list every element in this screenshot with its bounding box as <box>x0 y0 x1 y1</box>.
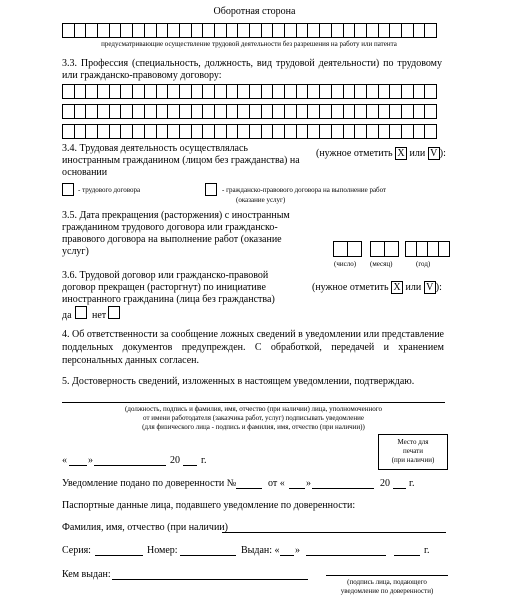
profession-row-3[interactable] <box>62 124 437 139</box>
sign-date-year-suffix: г. <box>201 455 207 466</box>
section-3-4-text: 3.4. Трудовая деятельность осуществлялась иностранным гражданином (лицом без гражданства) на основании <box>62 143 300 178</box>
issued-year-field[interactable] <box>394 555 420 556</box>
number-label: Номер: <box>147 545 178 556</box>
series-label: Серия: <box>62 545 91 556</box>
issued-month-field[interactable] <box>306 555 386 556</box>
civil-contract-checkbox[interactable] <box>205 183 217 196</box>
sign-date-year-prefix: 20 <box>170 455 180 466</box>
sign-date-day-field[interactable] <box>69 465 87 466</box>
section-3-4-mark-hint: (нужное отметить X или V ): <box>316 147 446 159</box>
mark-x-sample-2: X <box>391 281 403 294</box>
issued-label: Выдан: « <box>241 545 280 556</box>
date-month-cells[interactable] <box>370 241 399 257</box>
mark-x-sample: X <box>395 147 407 160</box>
signature-caption-3: (для физического лица - подпись и фамилия, имя, отчество (при наличии)) <box>142 423 365 431</box>
signature-caption-2: от имени работодателя (заказчика работ, услуг) подписывать уведомление <box>143 414 364 422</box>
civil-contract-label-2: (оказание услуг) <box>236 196 286 204</box>
section-5-text: 5. Достоверность сведений, изложенных в настоящем уведомлении, подтверждаю. <box>62 376 415 387</box>
sign-date-close: » <box>88 455 93 466</box>
issued-close: » <box>295 545 300 556</box>
proxy-signature-caption-1: (подпись лица, подающего <box>347 578 427 586</box>
profession-row-1[interactable] <box>62 84 437 99</box>
proxy-year-prefix: 20 <box>380 478 390 489</box>
proxy-date-month-field[interactable] <box>312 488 374 489</box>
number-field[interactable] <box>180 555 236 556</box>
proxy-number-field[interactable] <box>236 488 262 489</box>
stamp-label-2: печати <box>403 447 423 455</box>
issued-year-suffix: г. <box>424 545 430 556</box>
fio-label: Фамилия, имя, отчество (при наличии) <box>62 522 228 533</box>
labor-contract-label: - трудового договора <box>78 186 141 194</box>
proxy-from: от « <box>268 478 285 489</box>
issued-day-field[interactable] <box>280 555 294 556</box>
sign-date-open: « <box>62 455 67 466</box>
proxy-year-suffix: г. <box>409 478 415 489</box>
sign-date-year-field[interactable] <box>183 465 197 466</box>
yes-checkbox[interactable] <box>75 306 87 319</box>
date-month-caption: (месяц) <box>370 260 393 268</box>
civil-contract-label: - гражданско-правового договора на выполнение работ <box>222 186 387 194</box>
signature-caption-1: (должность, подпись и фамилия, имя, отчество (при наличии) лица, уполномоченного <box>125 405 382 413</box>
issued-by-label: Кем выдан: <box>62 569 111 580</box>
proxy-year-field[interactable] <box>393 488 406 489</box>
profession-row-2[interactable] <box>62 104 437 119</box>
section-4-text: 4. Об ответственности за сообщение ложных сведений в уведомлении или представление поддельных документов предупрежден. С обработкой, передачей и хранением персональных данных согласен. <box>62 329 444 366</box>
section-3-6-text: 3.6. Трудовой договор или гражданско-правовой договор прекращен (расторгнут) по инициативе иностранного гражданина (лица без гражданства) <box>62 270 275 305</box>
proxy-date-day-field[interactable] <box>289 488 305 489</box>
top-cell-row[interactable] <box>62 23 437 38</box>
labor-contract-checkbox[interactable] <box>62 183 74 196</box>
no-label: нет <box>92 310 107 321</box>
signature-line[interactable] <box>62 402 445 403</box>
proxy-signature-caption-2: уведомление по доверенности) <box>340 587 434 595</box>
mark-v-sample-2: V <box>424 281 436 294</box>
section-3-3-text: 3.3. Профессия (специальность, должность, вид трудовой деятельности) по трудовому или гражданско-правовому договору: <box>62 58 442 81</box>
section-3-6-mark-hint: (нужное отметить X или V ): <box>312 281 442 293</box>
issued-by-field[interactable] <box>112 579 308 580</box>
series-field[interactable] <box>95 555 143 556</box>
date-day-cells[interactable] <box>333 241 362 257</box>
page-title: Оборотная сторона <box>213 6 296 17</box>
no-checkbox[interactable] <box>108 306 120 319</box>
top-row-caption: предусматривающие осуществление трудовой деятельности без разрешения на работу или патента <box>101 40 397 48</box>
fio-field[interactable] <box>222 532 446 533</box>
passport-heading: Паспортные данные лица, подавшего уведомление по доверенности: <box>62 500 356 511</box>
proxy-label: Уведомление подано по доверенности № <box>62 478 237 489</box>
sign-date-month-field[interactable] <box>94 465 166 466</box>
proxy-signature-line[interactable] <box>326 575 448 576</box>
yes-label: да <box>62 310 72 321</box>
mark-v-sample: V <box>428 147 440 160</box>
stamp-label-3: (при наличии) <box>391 456 435 464</box>
date-day-caption: (число) <box>334 260 357 268</box>
proxy-date-close: » <box>306 478 311 489</box>
stamp-label-1: Место для <box>397 438 429 446</box>
date-year-cells[interactable] <box>405 241 450 257</box>
section-3-5-text: 3.5. Дата прекращения (расторжения) с иностранным гражданином трудового договора или гражданско-правового договора на выполнение работ (оказание услуг) <box>62 210 290 257</box>
date-year-caption: (год) <box>416 260 431 268</box>
